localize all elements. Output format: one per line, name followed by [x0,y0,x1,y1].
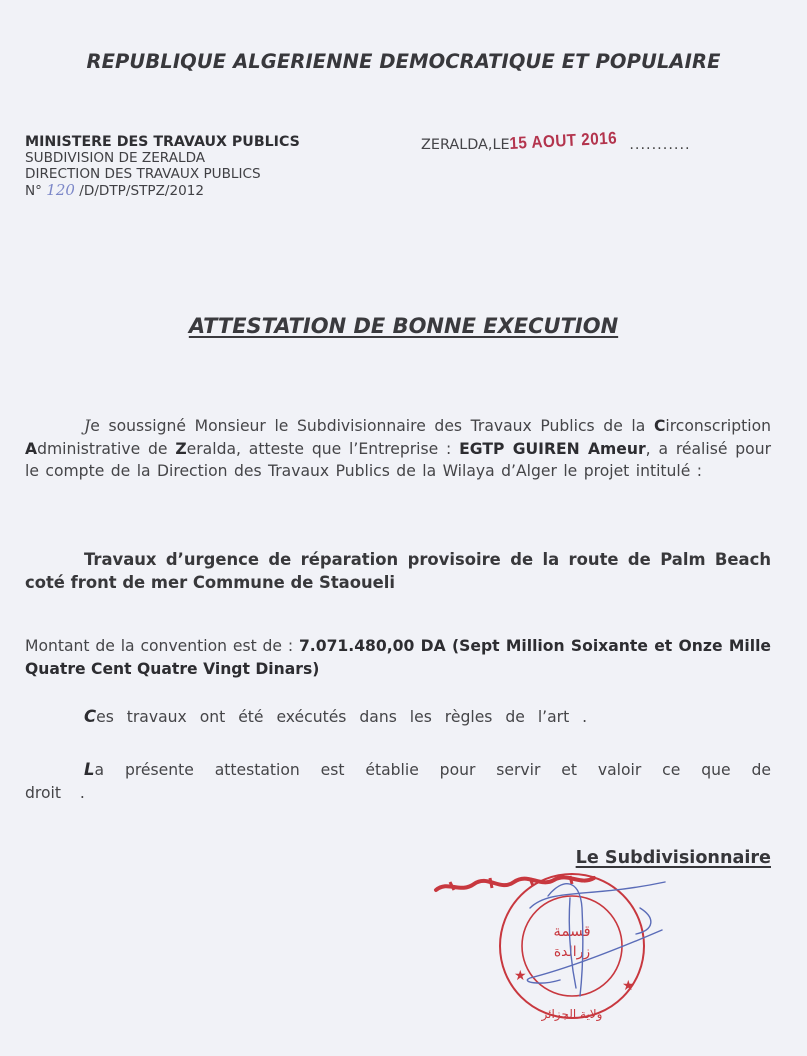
amount-paragraph [25,635,771,680]
stamp-star-right: ★ [622,978,635,994]
reference-number: 120 [46,181,75,199]
ministry-name: MINISTERE DES TRAVAUX PUBLICS [25,134,300,150]
project-title: Travaux d’urgence de réparation provisoire de la route de Palm Beach coté front de mer Commune de Staoueli [25,550,771,592]
date-dots: ........... [629,137,691,153]
stamp-star-left: ★ [514,968,527,984]
attestation-paragraph: Je soussigné Monsieur le Subdivisionnaire des Travaux Publics de la Circonscription Administrative de Zeralda, atteste que l’Entreprise : EGTP GUIREN Ameur, a réalisé pour le compte de la Direction des Travaux Publics de la Wilaya d’Alger le projet intitulé : [25,417,771,480]
reference-suffix: /D/DTP/STPZ/2012 [79,183,205,199]
svg-text:زرالدة: زرالدة [553,944,591,960]
republic-heading: REPUBLIQUE ALGERIENNE DEMOCRATIQUE ET POPULAIRE [86,50,721,73]
amount-value: 7.071.480,00 DA (Sept Million Soixante et Onze Mille Quatre Cent Quatre Vingt Dinars) [25,637,771,678]
closing-statement: La présente attestation est établie pour servir et valoir ce que de droit . [25,760,771,802]
amount-label: Montant de la convention est de : [25,637,299,655]
document-title: ATTESTATION DE BONNE EXECUTION [188,314,619,338]
date-stamp: 15 AOUT 2016 [508,128,618,154]
official-stamp [430,868,690,1048]
place-label: ZERALDA,LE [421,137,510,153]
company-name: EGTP GUIREN Ameur [459,439,646,458]
signatory-title: Le Subdivisionnaire [575,848,771,868]
direction-name: DIRECTION DES TRAVAUX PUBLICS [25,166,261,182]
execution-statement: Ces travaux ont été exécutés dans les règles de l’art . [84,707,588,726]
drop-cap: J [84,417,91,435]
date-line [421,128,691,154]
svg-text:قسمة: قسمة [553,922,591,940]
issuer-block [25,134,300,199]
reference-line [25,182,300,199]
reference-prefix: N° [25,183,42,199]
subdivision-name: SUBDIVISION DE ZERALDA [25,150,206,166]
svg-text:ولاية الجزائر: ولاية الجزائر [541,1007,603,1021]
